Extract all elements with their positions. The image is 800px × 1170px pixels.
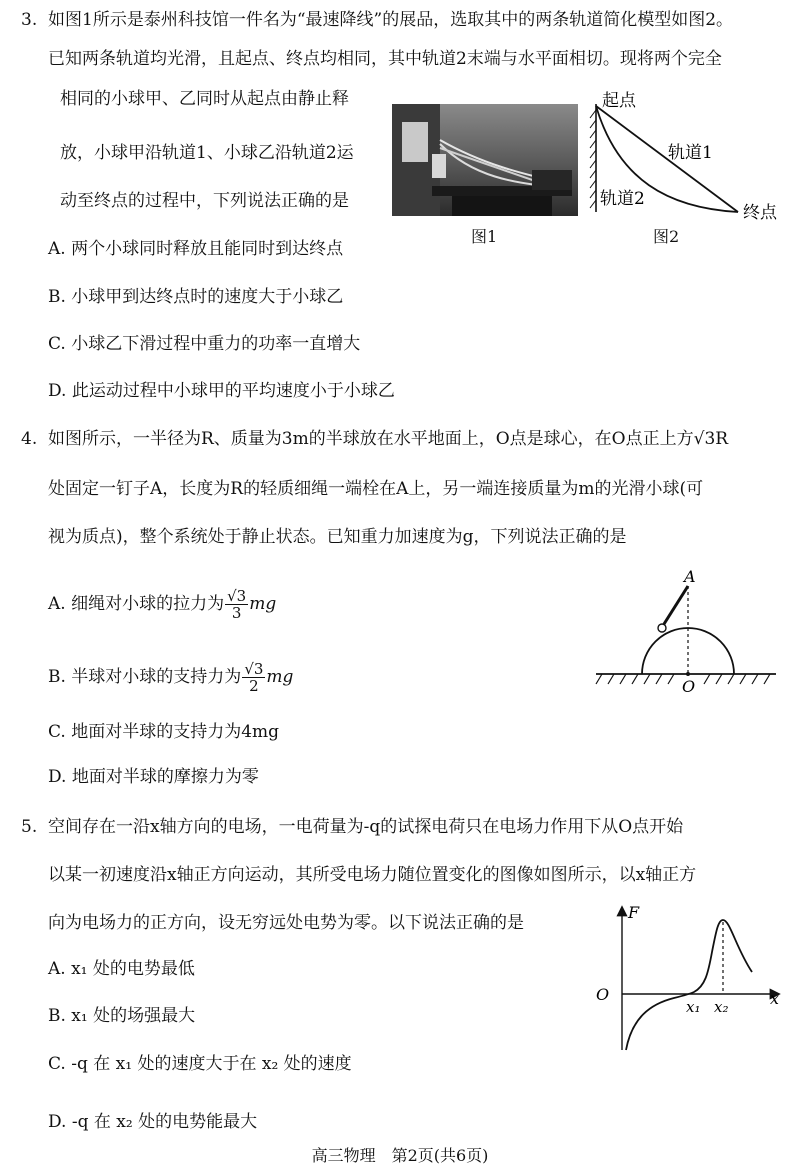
q5-graph-f-label: F — [628, 903, 640, 922]
q5-stem-line3: 向为电场力的正方向，设无穷远处电势为零。以下说法正确的是 — [48, 913, 524, 933]
q3-stem-line3: 相同的小球甲、乙同时从起点由静止释 — [60, 89, 349, 109]
q3-option-a: A. 两个小球同时释放且能同时到达终点 — [48, 239, 344, 259]
q5-graph-origin-label: O — [596, 985, 610, 1004]
q3-figure2-caption: 图2 — [653, 227, 680, 246]
q4-option-b-denominator: 2 — [249, 677, 259, 695]
q5-graph-x-label: x — [770, 989, 780, 1008]
q3-option-c: C. 小球乙下滑过程中重力的功率一直增大 — [48, 334, 361, 354]
page-footer: 高三物理 第2页(共6页) — [311, 1146, 489, 1165]
q3-stem-line5: 动至终点的过程中，下列说法正确的是 — [60, 191, 349, 211]
q3-figure2-end-label: 终点 — [743, 203, 777, 223]
q4-option-a — [48, 588, 276, 621]
q4-stem-line2: 处固定一钉子A，长度为R的轻质细绳一端栓在A上，另一端连接质量为m的光滑小球(可 — [48, 479, 704, 499]
q3-option-b: B. 小球甲到达终点时的速度大于小球乙 — [48, 287, 344, 307]
q4-figure-label-o: O — [682, 677, 696, 696]
q3-figure1-photo — [392, 104, 578, 216]
q4-option-a-numerator: √3 — [227, 587, 247, 605]
q4-option-a-unit: mg — [249, 594, 277, 614]
q4-stem-line3: 视为质点)，整个系统处于静止状态。已知重力加速度为g，下列说法正确的是 — [48, 527, 627, 547]
q4-number: 4. — [21, 429, 38, 449]
q4-option-b-numerator: √3 — [244, 660, 264, 678]
q4-option-b-unit: mg — [266, 667, 294, 687]
q5-number: 5. — [21, 817, 38, 837]
q4-option-a-fraction — [225, 588, 248, 621]
q3-figure2-track2-label: 轨道2 — [600, 189, 645, 209]
q4-option-d: D. 地面对半球的摩擦力为零 — [48, 767, 259, 787]
q5-graph-x1-label: x₁ — [686, 998, 701, 1016]
q4-option-b-fraction — [242, 661, 265, 694]
q4-figure-label-a: A — [684, 567, 696, 586]
q4-option-b-text: B. 半球对小球的支持力为 — [48, 667, 242, 687]
q3-figure2-start-label: 起点 — [602, 91, 636, 111]
q3-figure2-track1-label: 轨道1 — [668, 143, 713, 163]
q5-option-b: B. x₁ 处的场强最大 — [48, 1006, 196, 1026]
q4-option-c: C. 地面对半球的支持力为4mg — [48, 722, 280, 742]
q5-stem-line1: 空间存在一沿x轴方向的电场，一电荷量为-q的试探电荷只在电场力作用下从O点开始 — [48, 817, 684, 837]
q3-figure1-caption: 图1 — [471, 227, 498, 246]
q5-stem-line2: 以某一初速度沿x轴正方向运动，其所受电场力随位置变化的图像如图所示，以x轴正方 — [48, 865, 697, 885]
q5-force-position-graph — [590, 900, 785, 1060]
q5-option-a: A. x₁ 处的电势最低 — [48, 959, 195, 979]
q3-stem-line4: 放，小球甲沿轨道1、小球乙沿轨道2运 — [60, 143, 354, 163]
q3-stem-line2: 已知两条轨道均光滑，且起点、终点均相同，其中轨道2末端与水平面相切。现将两个完全 — [48, 49, 722, 69]
q3-figure2-diagram — [588, 90, 788, 224]
q5-option-c: C. -q 在 x₁ 处的速度大于在 x₂ 处的速度 — [48, 1054, 352, 1074]
q3-stem-line1: 如图1所示是泰州科技馆一件名为“最速降线”的展品，选取其中的两条轨道简化模型如图2。 — [48, 10, 734, 30]
q4-stem-line1: 如图所示，一半径为R、质量为3m的半球放在水平地面上，O点是球心，在O点正上方√3R — [48, 429, 729, 449]
q5-option-d: D. -q 在 x₂ 处的电势能最大 — [48, 1112, 258, 1132]
q5-graph-x2-label: x₂ — [714, 998, 729, 1016]
q3-option-d: D. 此运动过程中小球甲的平均速度小于小球乙 — [48, 381, 395, 401]
q3-number: 3. — [21, 10, 38, 30]
q4-option-a-text: A. 细绳对小球的拉力为 — [48, 594, 225, 614]
q4-option-b — [48, 661, 293, 694]
q4-option-a-denominator: 3 — [231, 604, 242, 622]
q4-hemisphere-figure — [590, 566, 780, 696]
